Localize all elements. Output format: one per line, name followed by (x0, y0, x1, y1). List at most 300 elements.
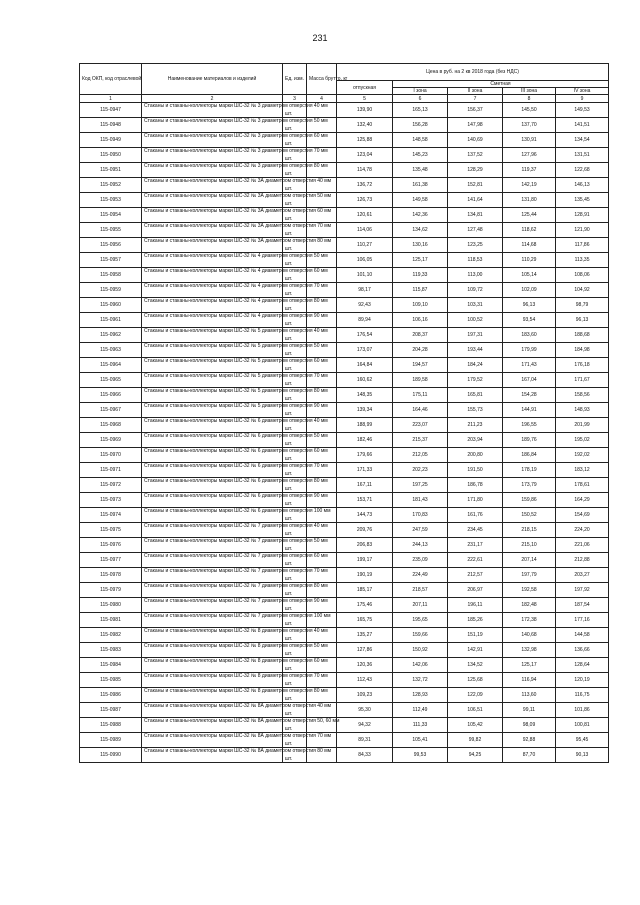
item-name: Стаканы и стаканы-коллекторы марки ШС-32 № 5 диаметром отверстия 80 мм (142, 388, 283, 403)
item-code: 115-0968 (80, 418, 142, 433)
price-zone-1: 132,72 (393, 673, 448, 688)
price-zone-3: 131,80 (503, 193, 556, 208)
price-zone-3: 102,09 (503, 283, 556, 298)
price-zone-2: 94,25 (448, 748, 503, 763)
table-row (80, 718, 609, 733)
item-code: 115-0956 (80, 238, 142, 253)
price-zone-2: 171,80 (448, 493, 503, 508)
price-zone-2: 142,91 (448, 643, 503, 658)
item-name: Стаканы и стаканы-коллекторы марки ШС-32 № 5 диаметром отверстия 50 мм (142, 343, 283, 358)
price-release: 92,43 (337, 298, 393, 313)
price-zone-3: 179,99 (503, 343, 556, 358)
price-zone-3: 93,54 (503, 313, 556, 328)
table-row (80, 358, 609, 373)
item-unit: шт. (283, 718, 307, 733)
price-zone-1: 215,37 (393, 433, 448, 448)
price-zone-3: 171,43 (503, 358, 556, 373)
item-code: 115-0957 (80, 253, 142, 268)
item-unit: шт. (283, 103, 307, 118)
item-code: 115-0982 (80, 628, 142, 643)
table-row (80, 643, 609, 658)
price-release: 110,27 (337, 238, 393, 253)
price-zone-3: 96,13 (503, 298, 556, 313)
price-zone-2: 203,94 (448, 433, 503, 448)
price-zone-2: 122,09 (448, 688, 503, 703)
price-zone-4: 177,16 (556, 613, 609, 628)
price-zone-1: 194,57 (393, 358, 448, 373)
price-zone-1: 207,11 (393, 598, 448, 613)
price-release: 206,83 (337, 538, 393, 553)
table-row (80, 658, 609, 673)
price-zone-1: 164,46 (393, 403, 448, 418)
item-unit: шт. (283, 388, 307, 403)
price-release: 160,62 (337, 373, 393, 388)
table-row (80, 133, 609, 148)
price-release: 98,17 (337, 283, 393, 298)
price-zone-3: 218,15 (503, 523, 556, 538)
item-unit: шт. (283, 313, 307, 328)
item-name: Стаканы и стаканы-коллекторы марки ШС-32 № 3А диаметром отверстия 80 мм (142, 238, 283, 253)
price-zone-1: 115,87 (393, 283, 448, 298)
table-row (80, 448, 609, 463)
item-unit: шт. (283, 208, 307, 223)
item-name: Стаканы и стаканы-коллекторы марки ШС-32 № 8 диаметром отверстия 70 мм (142, 673, 283, 688)
item-code: 115-0959 (80, 283, 142, 298)
item-unit: шт. (283, 673, 307, 688)
item-unit: шт. (283, 478, 307, 493)
item-code: 115-0965 (80, 373, 142, 388)
price-zone-4: 171,67 (556, 373, 609, 388)
item-name: Стаканы и стаканы-коллекторы марки ШС-32 № 7 диаметром отверстия 40 мм (142, 523, 283, 538)
price-zone-2: 99,82 (448, 733, 503, 748)
price-zone-4: 188,68 (556, 328, 609, 343)
column-number: 9 (556, 95, 609, 103)
price-release: 106,05 (337, 253, 393, 268)
price-zone-3: 113,60 (503, 688, 556, 703)
item-unit: шт. (283, 523, 307, 538)
item-unit: шт. (283, 493, 307, 508)
price-zone-2: 105,42 (448, 718, 503, 733)
item-code: 115-0987 (80, 703, 142, 718)
item-unit: шт. (283, 298, 307, 313)
price-zone-3: 92,88 (503, 733, 556, 748)
price-release: 112,43 (337, 673, 393, 688)
price-zone-3: 119,37 (503, 163, 556, 178)
price-zone-4: 192,02 (556, 448, 609, 463)
price-release: 185,17 (337, 583, 393, 598)
price-zone-3: 197,79 (503, 568, 556, 583)
price-zone-3: 167,04 (503, 373, 556, 388)
header-mass: Масса брутто, кг (307, 64, 337, 95)
price-release: 135,27 (337, 628, 393, 643)
price-zone-3: 173,79 (503, 478, 556, 493)
price-zone-1: 142,06 (393, 658, 448, 673)
header-name: Наименование материалов и изделий (142, 64, 283, 95)
item-code: 115-0989 (80, 733, 142, 748)
price-zone-2: 147,98 (448, 118, 503, 133)
price-zone-2: 103,31 (448, 298, 503, 313)
table-row (80, 433, 609, 448)
price-release: 120,36 (337, 658, 393, 673)
item-name: Стаканы и стаканы-коллекторы марки ШС-32 № 4 диаметром отверстия 60 мм (142, 268, 283, 283)
price-release: 94,32 (337, 718, 393, 733)
table-row (80, 508, 609, 523)
item-name: Стаканы и стаканы-коллекторы марки ШС-32 № 6 диаметром отверстия 100 мм (142, 508, 283, 523)
price-zone-1: 165,13 (393, 103, 448, 118)
item-code: 115-0970 (80, 448, 142, 463)
item-unit: шт. (283, 703, 307, 718)
price-zone-1: 111,33 (393, 718, 448, 733)
price-zone-3: 132,98 (503, 643, 556, 658)
item-code: 115-0974 (80, 508, 142, 523)
price-zone-1: 106,16 (393, 313, 448, 328)
column-number: 6 (393, 95, 448, 103)
item-name: Стаканы и стаканы-коллекторы марки ШС-32 № 4 диаметром отверстия 70 мм (142, 283, 283, 298)
item-code: 115-0952 (80, 178, 142, 193)
item-unit: шт. (283, 643, 307, 658)
item-unit: шт. (283, 538, 307, 553)
price-zone-1: 112,49 (393, 703, 448, 718)
price-zone-1: 145,23 (393, 148, 448, 163)
price-zone-1: 150,92 (393, 643, 448, 658)
price-zone-4: 158,56 (556, 388, 609, 403)
price-zone-1: 148,58 (393, 133, 448, 148)
item-code: 115-0975 (80, 523, 142, 538)
item-code: 115-0950 (80, 148, 142, 163)
price-release: 139,34 (337, 403, 393, 418)
item-name: Стаканы и стаканы-коллекторы марки ШС-32 № 8 диаметром отверстия 40 мм (142, 628, 283, 643)
header-estimate: Сметная (393, 81, 609, 88)
price-zone-3: 182,48 (503, 598, 556, 613)
item-code: 115-0988 (80, 718, 142, 733)
price-zone-3: 145,50 (503, 103, 556, 118)
table-row (80, 688, 609, 703)
price-release: 164,84 (337, 358, 393, 373)
price-zone-4: 187,54 (556, 598, 609, 613)
item-unit: шт. (283, 118, 307, 133)
table-row (80, 103, 609, 118)
price-zone-3: 186,84 (503, 448, 556, 463)
item-name: Стаканы и стаканы-коллекторы марки ШС-32 № 5 диаметром отверстия 90 мм (142, 403, 283, 418)
price-zone-4: 104,92 (556, 283, 609, 298)
price-zone-2: 128,29 (448, 163, 503, 178)
item-name: Стаканы и стаканы-коллекторы марки ШС-32 № 7 диаметром отверстия 60 мм (142, 553, 283, 568)
item-code: 115-0983 (80, 643, 142, 658)
item-name: Стаканы и стаканы-коллекторы марки ШС-32 № 7 диаметром отверстия 80 мм (142, 583, 283, 598)
price-zone-3: 125,17 (503, 658, 556, 673)
item-code: 115-0981 (80, 613, 142, 628)
table-row (80, 523, 609, 538)
price-zone-3: 114,68 (503, 238, 556, 253)
item-name: Стаканы и стаканы-коллекторы марки ШС-32 № 8 диаметром отверстия 80 мм (142, 688, 283, 703)
item-name: Стаканы и стаканы-коллекторы марки ШС-32 № 6 диаметром отверстия 80 мм (142, 478, 283, 493)
price-zone-3: 87,70 (503, 748, 556, 763)
item-name: Стаканы и стаканы-коллекторы марки ШС-32 № 3А диаметром отверстия 40 мм (142, 178, 283, 193)
price-zone-2: 234,45 (448, 523, 503, 538)
price-release: 89,31 (337, 733, 393, 748)
column-number: 5 (337, 95, 393, 103)
price-zone-1: 119,33 (393, 268, 448, 283)
price-zone-1: 156,28 (393, 118, 448, 133)
price-zone-4: 95,45 (556, 733, 609, 748)
price-zone-4: 197,92 (556, 583, 609, 598)
price-zone-4: 184,98 (556, 343, 609, 358)
price-zone-4: 101,86 (556, 703, 609, 718)
price-release: 109,23 (337, 688, 393, 703)
price-zone-4: 121,90 (556, 223, 609, 238)
item-name: Стаканы и стаканы-коллекторы марки ШС-32 № 7 диаметром отверстия 100 мм (142, 613, 283, 628)
price-release: 165,75 (337, 613, 393, 628)
price-table (79, 63, 609, 763)
table-row (80, 673, 609, 688)
item-unit: шт. (283, 508, 307, 523)
price-zone-1: 135,48 (393, 163, 448, 178)
price-zone-1: 142,36 (393, 208, 448, 223)
price-release: 167,11 (337, 478, 393, 493)
price-zone-1: 212,05 (393, 448, 448, 463)
price-zone-2: 222,61 (448, 553, 503, 568)
item-code: 115-0978 (80, 568, 142, 583)
item-code: 115-0967 (80, 403, 142, 418)
table-row (80, 208, 609, 223)
price-zone-4: 176,18 (556, 358, 609, 373)
price-zone-1: 175,11 (393, 388, 448, 403)
table-row (80, 463, 609, 478)
price-zone-1: 109,10 (393, 298, 448, 313)
item-code: 115-0963 (80, 343, 142, 358)
table-row (80, 373, 609, 388)
table-row (80, 223, 609, 238)
price-release: 114,06 (337, 223, 393, 238)
price-zone-2: 212,57 (448, 568, 503, 583)
price-zone-4: 108,06 (556, 268, 609, 283)
price-zone-3: 172,38 (503, 613, 556, 628)
price-zone-1: 218,57 (393, 583, 448, 598)
item-code: 115-0980 (80, 598, 142, 613)
item-unit: шт. (283, 178, 307, 193)
table-row (80, 298, 609, 313)
price-zone-3: 110,29 (503, 253, 556, 268)
price-release: 126,73 (337, 193, 393, 208)
item-code: 115-0979 (80, 583, 142, 598)
price-zone-4: 224,20 (556, 523, 609, 538)
price-zone-1: 161,38 (393, 178, 448, 193)
price-zone-1: 105,41 (393, 733, 448, 748)
price-release: 123,04 (337, 148, 393, 163)
column-number: 4 (307, 95, 337, 103)
price-zone-4: 135,45 (556, 193, 609, 208)
item-code: 115-0990 (80, 748, 142, 763)
price-zone-4: 146,13 (556, 178, 609, 193)
item-name: Стаканы и стаканы-коллекторы марки ШС-32 № 6 диаметром отверстия 50 мм (142, 433, 283, 448)
page-number: 231 (312, 33, 328, 43)
item-code: 115-0958 (80, 268, 142, 283)
item-unit: шт. (283, 133, 307, 148)
table-row (80, 283, 609, 298)
price-zone-3: 192,58 (503, 583, 556, 598)
price-zone-3: 105,14 (503, 268, 556, 283)
price-zone-2: 191,50 (448, 463, 503, 478)
price-zone-3: 99,11 (503, 703, 556, 718)
header-zone-2: II зона (448, 88, 503, 95)
item-unit: шт. (283, 553, 307, 568)
price-release: 89,94 (337, 313, 393, 328)
item-unit: шт. (283, 613, 307, 628)
column-number-row (80, 95, 609, 103)
price-zone-4: 144,58 (556, 628, 609, 643)
item-name: Стаканы и стаканы-коллекторы марки ШС-32 № 3 диаметром отверстия 50 мм (142, 118, 283, 133)
item-unit: шт. (283, 253, 307, 268)
price-zone-4: 149,53 (556, 103, 609, 118)
item-name: Стаканы и стаканы-коллекторы марки ШС-32 № 6 диаметром отверстия 40 мм (142, 418, 283, 433)
item-name: Стаканы и стаканы-коллекторы марки ШС-32 № 7 диаметром отверстия 90 мм (142, 598, 283, 613)
price-release: 171,33 (337, 463, 393, 478)
item-name: Стаканы и стаканы-коллекторы марки ШС-32 № 3 диаметром отверстия 70 мм (142, 148, 283, 163)
item-name: Стаканы и стаканы-коллекторы марки ШС-32 № 8 диаметром отверстия 60 мм (142, 658, 283, 673)
table-row (80, 748, 609, 763)
table-row (80, 583, 609, 598)
item-name: Стаканы и стаканы-коллекторы марки ШС-32 № 3 диаметром отверстия 40 мм (142, 103, 283, 118)
price-zone-2: 134,81 (448, 208, 503, 223)
item-name: Стаканы и стаканы-коллекторы марки ШС-32 № 6 диаметром отверстия 90 мм (142, 493, 283, 508)
price-zone-3: 116,94 (503, 673, 556, 688)
table-row (80, 388, 609, 403)
item-code: 115-0966 (80, 388, 142, 403)
price-zone-3: 196,55 (503, 418, 556, 433)
item-name: Стаканы и стаканы-коллекторы марки ШС-32 № 5 диаметром отверстия 40 мм (142, 328, 283, 343)
price-release: 125,88 (337, 133, 393, 148)
price-zone-2: 113,00 (448, 268, 503, 283)
price-release: 132,40 (337, 118, 393, 133)
price-zone-1: 235,09 (393, 553, 448, 568)
price-release: 144,73 (337, 508, 393, 523)
item-name: Стаканы и стаканы-коллекторы марки ШС-32 № 8А диаметром отверстия 80 мм (142, 748, 283, 763)
table-row (80, 628, 609, 643)
table-row (80, 598, 609, 613)
table-body (80, 103, 609, 763)
item-unit: шт. (283, 658, 307, 673)
price-zone-3: 140,68 (503, 628, 556, 643)
price-zone-1: 99,53 (393, 748, 448, 763)
price-zone-3: 127,96 (503, 148, 556, 163)
item-code: 115-0977 (80, 553, 142, 568)
item-name: Стаканы и стаканы-коллекторы марки ШС-32 № 6 диаметром отверстия 70 мм (142, 463, 283, 478)
price-zone-4: 221,06 (556, 538, 609, 553)
item-code: 115-0969 (80, 433, 142, 448)
price-zone-3: 125,44 (503, 208, 556, 223)
table-row (80, 478, 609, 493)
price-zone-1: 204,28 (393, 343, 448, 358)
price-zone-2: 196,11 (448, 598, 503, 613)
price-release: 173,07 (337, 343, 393, 358)
table-row (80, 568, 609, 583)
item-name: Стаканы и стаканы-коллекторы марки ШС-32 № 4 диаметром отверстия 50 мм (142, 253, 283, 268)
price-zone-3: 150,52 (503, 508, 556, 523)
table-row (80, 613, 609, 628)
price-zone-4: 148,93 (556, 403, 609, 418)
price-zone-4: 113,35 (556, 253, 609, 268)
item-name: Стаканы и стаканы-коллекторы марки ШС-32 № 3А диаметром отверстия 50 мм (142, 193, 283, 208)
item-unit: шт. (283, 448, 307, 463)
header-release: отпускная (337, 81, 393, 95)
item-unit: шт. (283, 433, 307, 448)
header-code: Код ОКП, код отраслевой (80, 64, 142, 95)
item-name: Стаканы и стаканы-коллекторы марки ШС-32 № 8А диаметром отверстия 40 мм (142, 703, 283, 718)
price-zone-1: 189,58 (393, 373, 448, 388)
table-row (80, 703, 609, 718)
item-code: 115-0953 (80, 193, 142, 208)
price-zone-2: 193,44 (448, 343, 503, 358)
price-zone-3: 142,19 (503, 178, 556, 193)
price-zone-1: 128,93 (393, 688, 448, 703)
price-zone-1: 202,23 (393, 463, 448, 478)
price-release: 176,54 (337, 328, 393, 343)
item-code: 115-0971 (80, 463, 142, 478)
price-zone-4: 203,27 (556, 568, 609, 583)
price-zone-2: 206,97 (448, 583, 503, 598)
price-zone-4: 120,19 (556, 673, 609, 688)
price-release: 175,46 (337, 598, 393, 613)
price-release: 190,19 (337, 568, 393, 583)
column-number: 2 (142, 95, 283, 103)
price-zone-1: 149,58 (393, 193, 448, 208)
price-zone-2: 141,64 (448, 193, 503, 208)
price-zone-2: 137,52 (448, 148, 503, 163)
item-unit: шт. (283, 598, 307, 613)
item-code: 115-0949 (80, 133, 142, 148)
item-name: Стаканы и стаканы-коллекторы марки ШС-32 № 7 диаметром отверстия 70 мм (142, 568, 283, 583)
price-zone-2: 161,76 (448, 508, 503, 523)
header-zone-4: IV зона (556, 88, 609, 95)
table-row (80, 538, 609, 553)
table-row (80, 328, 609, 343)
column-number: 3 (283, 95, 307, 103)
item-unit: шт. (283, 628, 307, 643)
item-unit: шт. (283, 418, 307, 433)
table-row (80, 253, 609, 268)
price-zone-1: 244,13 (393, 538, 448, 553)
price-zone-2: 186,78 (448, 478, 503, 493)
table-row (80, 403, 609, 418)
item-name: Стаканы и стаканы-коллекторы марки ШС-32 № 5 диаметром отверстия 60 мм (142, 358, 283, 373)
price-zone-2: 151,19 (448, 628, 503, 643)
price-zone-2: 179,52 (448, 373, 503, 388)
item-code: 115-0960 (80, 298, 142, 313)
price-release: 153,71 (337, 493, 393, 508)
price-zone-2: 156,37 (448, 103, 503, 118)
price-zone-4: 195,02 (556, 433, 609, 448)
header-unit: Ед. изм. (283, 64, 307, 95)
item-name: Стаканы и стаканы-коллекторы марки ШС-32 № 3А диаметром отверстия 70 мм (142, 223, 283, 238)
column-number: 1 (80, 95, 142, 103)
price-zone-3: 130,91 (503, 133, 556, 148)
price-zone-4: 98,79 (556, 298, 609, 313)
table-row (80, 238, 609, 253)
table-row (80, 118, 609, 133)
price-zone-4: 128,64 (556, 658, 609, 673)
price-zone-2: 127,48 (448, 223, 503, 238)
price-zone-2: 165,81 (448, 388, 503, 403)
price-release: 139,90 (337, 103, 393, 118)
item-code: 115-0947 (80, 103, 142, 118)
price-zone-3: 137,70 (503, 118, 556, 133)
price-release: 101,10 (337, 268, 393, 283)
price-zone-2: 123,25 (448, 238, 503, 253)
item-code: 115-0985 (80, 673, 142, 688)
item-unit: шт. (283, 688, 307, 703)
price-release: 209,76 (337, 523, 393, 538)
item-code: 115-0961 (80, 313, 142, 328)
